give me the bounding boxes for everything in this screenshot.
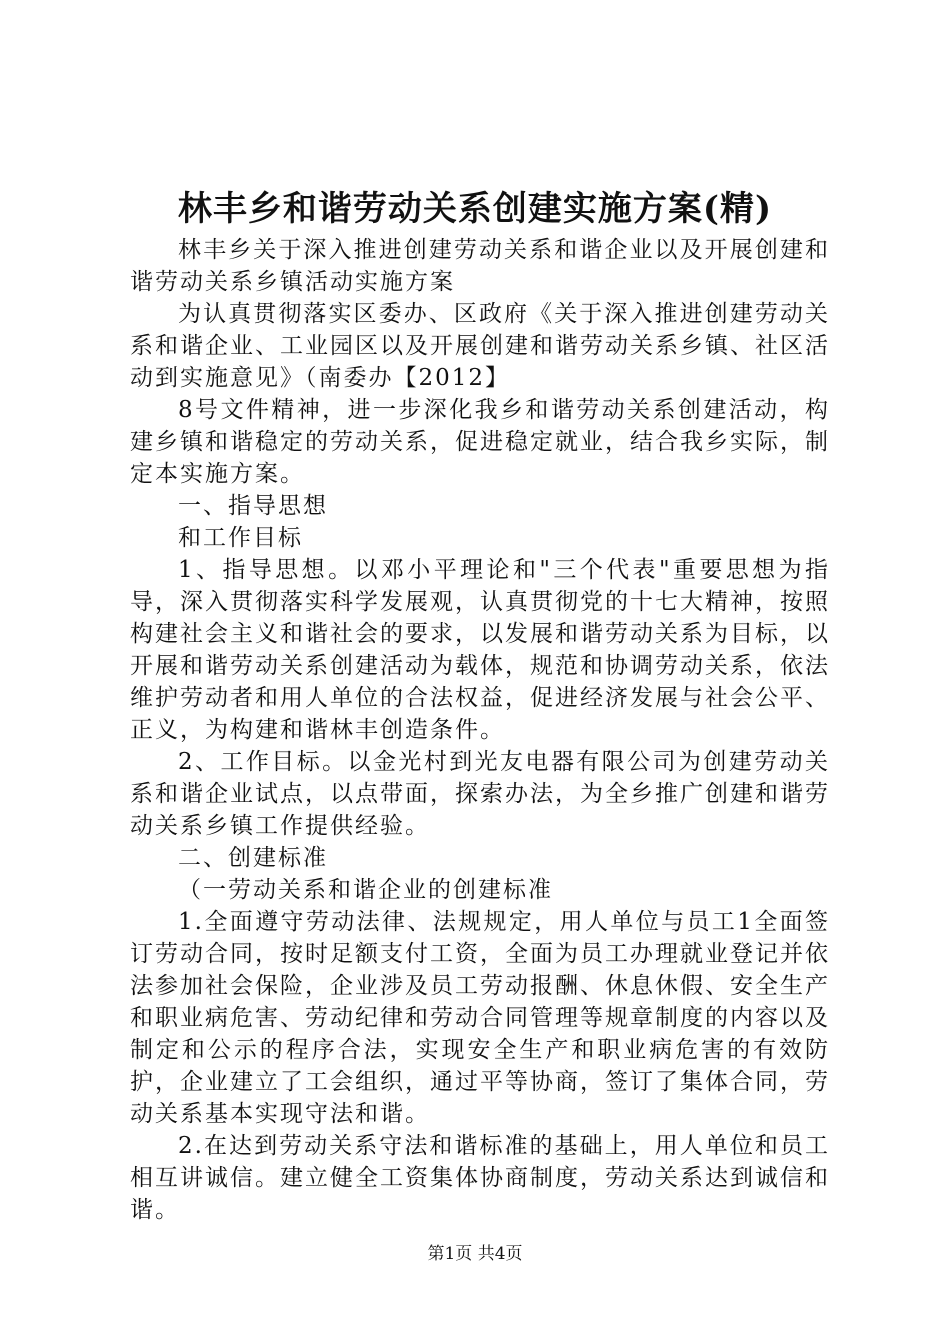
section-heading-guiding: 一、指导思想 bbox=[178, 493, 328, 519]
section-heading-standards: 二、创建标准 bbox=[178, 845, 328, 871]
paragraph-intro: 为认真贯彻落实区委办、区政府《关于深入推进创建劳动关系和谐企业、工业园区以及开展创建和谐劳动关系乡镇、社区活动到实施意见》（南委办【2012】 bbox=[130, 301, 830, 391]
page-footer: 第1页 共4页 bbox=[427, 1244, 523, 1264]
section-heading-goals: 和工作目标 bbox=[178, 525, 303, 551]
paragraph-heading-line: 林丰乡关于深入推进创建劳动关系和谐企业以及开展创建和谐劳动关系乡镇活动实施方案 bbox=[130, 237, 830, 295]
document-body bbox=[130, 234, 830, 1226]
paragraph-work-goal: 2、工作目标。以金光村到光友电器有限公司为创建劳动关系和谐企业试点，以点带面，探索办法，为全乡推广创建和谐劳动关系乡镇工作提供经验。 bbox=[130, 749, 830, 839]
paragraph-guiding-thought: 1、指导思想。以邓小平理论和"三个代表"重要思想为指导，深入贯彻落实科学发展观，认真贯彻党的十七大精神，按照构建社会主义和谐社会的要求，以发展和谐劳动关系为目标，以开展和谐劳动关系创建活动为载体，规范和协调劳动关系，依法维护劳动者和用人单位的合法权益，促进经济发展与社会公平、正义，为构建和谐林丰创造条件。 bbox=[130, 557, 830, 743]
paragraph-purpose: 8号文件精神，进一步深化我乡和谐劳动关系创建活动，构建乡镇和谐稳定的劳动关系，促进稳定就业，结合我乡实际，制定本实施方案。 bbox=[130, 397, 830, 487]
paragraph-standard-2: 2.在达到劳动关系守法和谐标准的基础上，用人单位和员工相互讲诚信。建立健全工资集体协商制度，劳动关系达到诚信和谐。 bbox=[130, 1133, 830, 1223]
document-title: 林丰乡和谐劳动关系创建实施方案(精) bbox=[177, 189, 773, 229]
paragraph-standard-1: 1.全面遵守劳动法律、法规规定，用人单位与员工1全面签订劳动合同，按时足额支付工资，全面为员工办理就业登记并依法参加社会保险，企业涉及员工劳动报酬、休息休假、安全生产和职业病危害、劳动纪律和劳动合同管理等规章制度的内容以及制定和公示的程序合法，实现安全生产和职业病危害的有效防护，企业建立了工会组织，通过平等协商，签订了集体合同，劳动关系基本实现守法和谐。 bbox=[130, 909, 830, 1127]
subsection-heading-enterprise: （一劳动关系和谐企业的创建标准 bbox=[178, 877, 553, 903]
